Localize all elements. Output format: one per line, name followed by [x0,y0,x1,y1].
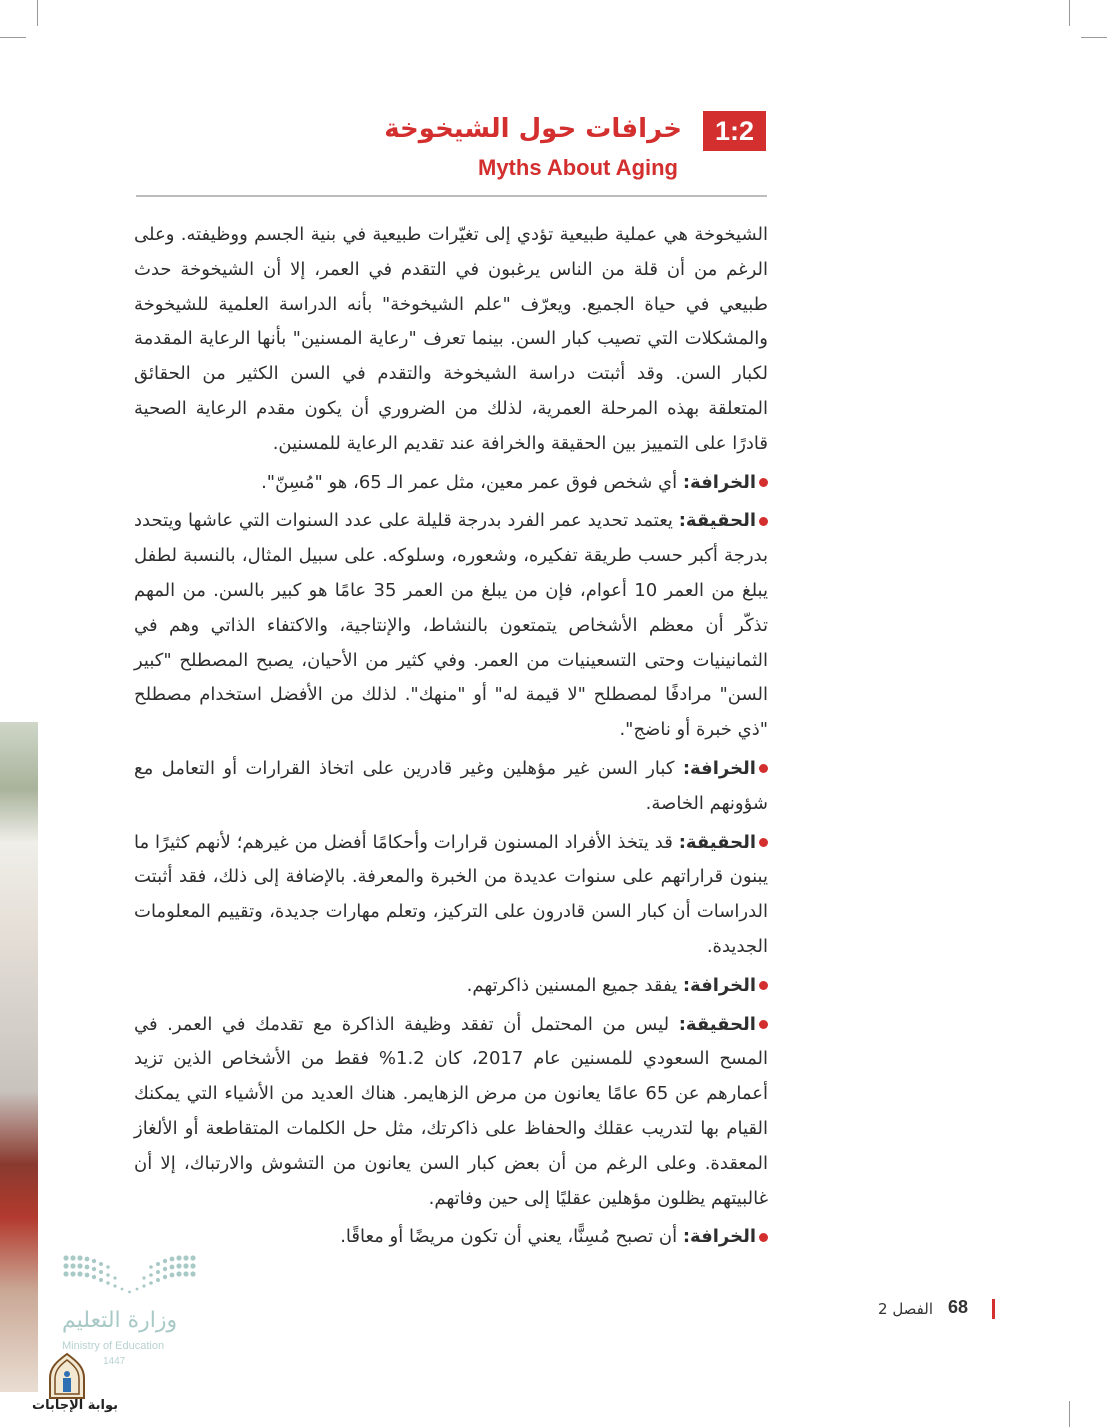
fact-item [134,1008,768,1217]
section-title-english: Myths About Aging [478,155,678,180]
item-label: الخرافة: [682,974,756,996]
item-label: الحقيقة: [678,831,756,853]
item-label: الخرافة: [682,1226,756,1248]
crop-mark [1069,0,1070,26]
crop-mark [1081,37,1107,38]
bullet-icon [759,478,768,487]
item-text: أي شخص فوق عمر معين، مثل عمر الـ 65، هو "مُسِنّ". [261,471,678,493]
intro-paragraph: الشيخوخة هي عملية طبيعية تؤدي إلى تغيّرات طبيعية في بنية الجسم ووظيفته. وعلى الرغم من أن قلة من الناس يرغبون في التقدم في العمر، إلا أن الشيخوخة حدث طبيعي في حياة الجميع. ويعرّف "علم الشيخوخة" بأنه الدراسة العلمية للشيخوخة والمشكلات التي تصيب كبار السن. بينما تعرف "رعاية المسنين" بأنها الرعاية المقدمة لكبار السن. وقد أثبتت دراسة الشيخوخة والتقدم في السن الكثير من الحقائق المتعلقة بهذه المرحلة العمرية، لذلك من الضروري أن يكون مقدم الرعاية الصحية قادرًا على التمييز بين الحقيقة والخرافة عند تقديم الرعاية للمسنين. [134,224,768,454]
crop-mark [37,0,38,26]
item-label: الخرافة: [682,471,756,493]
fact-item [134,504,768,748]
bullet-icon [759,838,768,847]
chapter-label: الفصل 2 [878,1300,934,1318]
item-text: يفقد جميع المسنين ذاكرتهم. [466,974,678,996]
bullet-icon [759,764,768,773]
myth-item [134,752,768,822]
item-text: ليس من المحتمل أن تفقد وظيفة الذاكرة مع تقدمك في العمر. في المسح السعودي للمسنين عام 2017، كان 1.2% فقط من الأشخاص الذين تزيد أعمارهم عن 65 عامًا يعانون من مرض الزهايمر. هناك العديد من الأشياء التي يمكنك القيام بها لتدريب عقلك والحفاظ على ذاكرتك، مثل حل الكلمات المتقاطعة أو الألغاز المعقدة. وعلى الرغم من أن بعض كبار السن يعانون من التشوش والارتباك، إلا أن غالبيتهم يظلون مؤهلين عقليًا إلى حين وفاتهم. [134,1013,768,1209]
watermark-text: بوابة الإجابات [32,1398,118,1413]
item-text: أن تصبح مُسِنًّا، يعني أن تكون مريضًا أو معاقًا. [340,1226,678,1248]
ministry-year: 1447 [103,1356,126,1367]
page-content [134,218,768,1259]
myth-item [134,969,768,1004]
bullet-icon [759,517,768,526]
item-text: كبار السن غير مؤهلين وغير قادرين على اتخاذ القرارات أو التعامل مع شؤونهم الخاصة. [134,757,768,814]
bullet-icon [759,1020,768,1029]
mosque-icon [44,1352,90,1400]
title-divider [136,195,767,197]
item-text: قد يتخذ الأفراد المسنون قرارات وأحكامًا أفضل من غيرهم؛ لأنهم كثيرًا ما يبنون قراراتهم على سنوات عديدة من الخبرة والمعرفة. بالإضافة إلى ذلك، فقد أثبتت الدراسات أن كبار السن قادرون على التركيز، وتعلم مهارات جديدة، وتقييم المعلومات الجديدة. [134,831,768,957]
ministry-name-english: Ministry of Education [62,1340,165,1352]
item-label: الخرافة: [682,757,756,779]
bullet-icon [759,1233,768,1242]
bullet-icon [759,981,768,990]
edge-photo [0,722,38,1392]
page-number: 68 [948,1297,969,1317]
myth-item [134,466,768,501]
myth-item [134,1220,768,1255]
item-text: يعتمد تحديد عمر الفرد بدرجة قليلة على عدد السنوات التي عاشها ويتحدد بدرجة أكبر حسب طريقة تفكيره، وشعوره، وسلوكه. على سبيل المثال، بالنسبة لطفل يبلغ من العمر 10 أعوام، فإن من يبلغ من العمر 35 عامًا هو كبير بالسن. من المهم تذكّر أن معظم الأشخاص يتمتعون بالنشاط، والإنتاجية، والاكتفاء الذاتي وهم في الثمانينيات وحتى التسعينيات من العمر. وفي كثير من الأحيان، يصبح المصطلح "كبير السن" مرادفًا لمصطلح "لا قيمة له" أو "منهك". لذلك من الأفضل استخدام مصطلح "ذي خبرة أو ناضج". [134,510,768,741]
ministry-logo-icon [62,1252,197,1294]
section-title-arabic: خرافات حول الشيخوخة [384,114,682,144]
crop-mark [0,37,26,38]
section-number-badge: 1:2 [703,111,766,151]
item-label: الحقيقة: [678,1013,756,1035]
fact-item [134,826,768,965]
item-label: الحقيقة: [678,510,756,532]
crop-mark [1069,1401,1070,1427]
footer-accent-bar [992,1299,995,1319]
ministry-name-arabic: وزارة التعليم [62,1308,178,1333]
